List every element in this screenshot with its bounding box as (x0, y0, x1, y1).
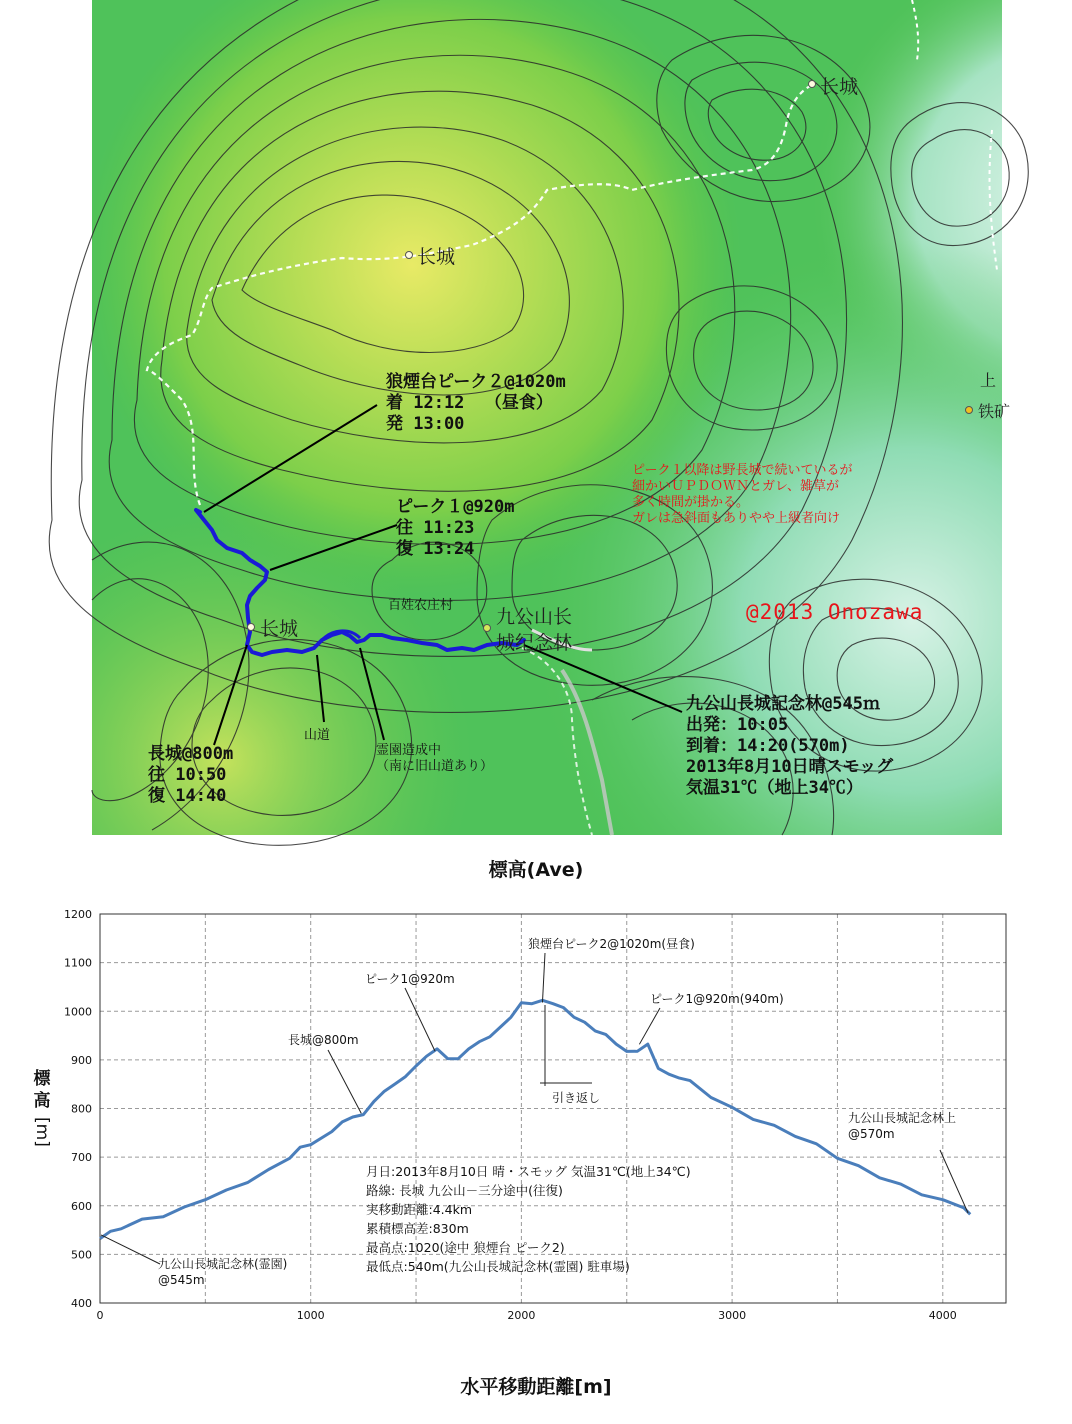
chart-annotation: 長城@800m (288, 1033, 359, 1047)
y-tick-label: 400 (71, 1297, 92, 1310)
place-dot-tiekuang (965, 406, 973, 414)
y-tick-label: 1000 (64, 1005, 92, 1019)
place-dot-jiugongshan (483, 624, 491, 632)
y-tick-label: 1200 (64, 908, 92, 921)
y-tick-labels (64, 908, 92, 1310)
place-dot-changcheng-mid (405, 251, 413, 259)
chart-annotation: 狼煙台ピーク2@1020m(昼食) (528, 937, 695, 951)
note-peak2: 狼煙台ピーク２@1020m 着 12:12 （昼食） 発 13:00 (386, 372, 566, 434)
info-line: 月日:2013年8月10日 晴・スモッグ 気温31℃(地上34℃) (366, 1164, 691, 1179)
chart-annotation: 九公山長城記念林上 (848, 1111, 957, 1125)
red-warning-note: ピーク１以降は野長城で続いているが 細かいＵＰＤＯＷＮとガレ、雑草が 多く時間が掛かる。 ガレは急斜面もありやや上級者向け (632, 463, 853, 526)
x-tick-label: 3000 (718, 1309, 747, 1322)
place-tiekuang: 铁矿 (978, 402, 1011, 421)
annotation-leader (101, 1235, 160, 1264)
chart-info-block (366, 1164, 691, 1274)
note-peak1: ピーク１@920m 往 11:23 復 13:24 (396, 497, 515, 559)
info-line: 実移動距離:4.4km (366, 1202, 473, 1217)
info-line: 路線: 長城 九公山－三分途中(往復) (366, 1183, 563, 1198)
note-start: 九公山長城記念林@545ｍ 出発：10:05 到着：14:20(570m) 2013年8月10日晴スモッグ 気温31℃（地上34℃） (686, 694, 894, 798)
y-tick-label: 900 (71, 1053, 92, 1067)
annotation-leader (405, 988, 435, 1051)
x-tick-label: 4000 (928, 1309, 957, 1322)
chart-annotation: ピーク1@920m(940m) (650, 992, 784, 1006)
y-tick-label: 500 (71, 1248, 92, 1262)
y-axis-label: 標 高 [m] (32, 1069, 52, 1147)
info-line: 最低点:540m(九公山長城記念林(霊園) 駐車場) (366, 1259, 630, 1274)
place-changcheng-sw: 长城 (260, 618, 299, 640)
place-baixing: 百姓农庄村 (388, 598, 454, 613)
chart-annotation: @545m (158, 1273, 205, 1287)
chart-annotation: 九公山長城記念林(霊園) (158, 1257, 288, 1271)
info-line: 最高点:1020(途中 狼煙台 ピーク2) (366, 1240, 565, 1255)
x-axis-label: 水平移動距離[m] (460, 1376, 612, 1398)
x-tick-label: 1000 (296, 1309, 325, 1322)
annotation-leader (639, 1008, 660, 1044)
x-tick-label: 0 (96, 1309, 104, 1322)
copyright: @2013 Onozawa (746, 600, 924, 624)
x-tick-labels (97, 1309, 957, 1322)
chart-annotation: 引き返し (552, 1091, 601, 1105)
elevation-chart (0, 890, 1072, 1360)
elevation-line (100, 1000, 970, 1238)
elevation-map[interactable] (92, 0, 1011, 835)
y-tick-label: 600 (71, 1199, 92, 1213)
chart-annotations (158, 936, 956, 1287)
note-sando: 山道 (304, 728, 331, 743)
place-dot-changcheng-sw (247, 623, 255, 631)
place-dot-changcheng-ne (808, 80, 816, 88)
info-line: 累積標高差:830m (366, 1221, 469, 1236)
map-title: 標高(Ave) (488, 859, 584, 881)
annotation-leader (542, 953, 545, 1002)
note-changcheng-800: 長城@800m 往 10:50 復 14:40 (148, 744, 234, 806)
chart-annotation: @570m (848, 1127, 895, 1141)
y-tick-label: 1100 (64, 956, 92, 970)
annotation-leader (328, 1050, 361, 1113)
x-tick-label: 2000 (507, 1309, 536, 1322)
place-changcheng-ne: 长城 (820, 76, 859, 98)
place-changcheng-mid: 长城 (417, 246, 456, 268)
y-tick-label: 800 (71, 1102, 92, 1116)
chart-annotation: ピーク1@920m (365, 972, 455, 986)
place-shang: 上 (980, 371, 997, 390)
place-jiugongshan: 九公山长 城纪念林 (496, 606, 573, 654)
note-reien: 霊園造成中 （南に旧山道あり） (376, 743, 494, 774)
y-tick-label: 700 (71, 1151, 92, 1165)
